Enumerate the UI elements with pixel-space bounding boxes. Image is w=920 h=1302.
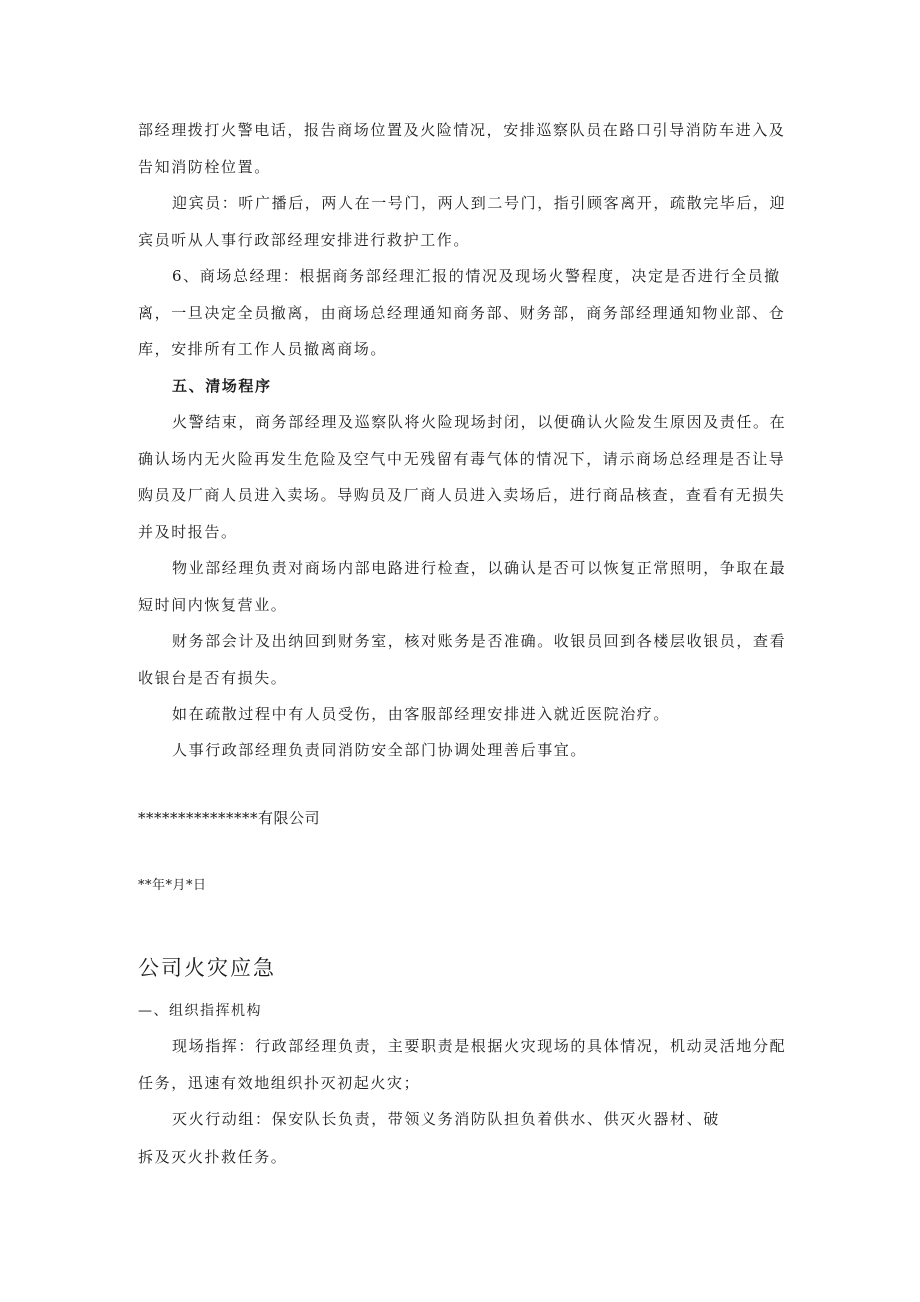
paragraph-property-dept: 物业部经理负责对商场内部电路进行检查，以确认是否可以恢复正常照明，争取在最短时间内恢复营业。 (138, 559, 787, 614)
paragraph-aftermath: 人事行政部经理负责同消防安全部门协调处理善后事宜。 (172, 741, 588, 759)
paragraph-general-manager: 6、商场总经理：根据商务部经理汇报的情况及现场火警程度，决定是否进行全员撤离，一旦决定全员撤离，由商场总经理通知商务部、财务部，商务部经理通知物业部、仓库，安排所有工作人员撤离商场。 (138, 267, 786, 358)
paragraph-injury: 如在疏散过程中有人员受伤，由客服部经理安排进入就近医院治疗。 (172, 705, 671, 723)
paragraph-firefighting-team-cont: 拆及灭火扑救任务。 (138, 1148, 288, 1166)
document-title: 公司火灾应急 (138, 956, 276, 980)
paragraph-greeter: 迎宾员：听广播后，两人在一号门，两人到二号门，指引顾客离开，疏散完毕后，迎宾员听从人事行政部经理安排进行救护工作。 (138, 194, 787, 249)
signature-date: **年*月*日 (138, 878, 207, 893)
paragraph-fire-end: 火警结束，商务部经理及巡察队将火险现场封闭，以便确认火险发生原因及责任。在确认场内无火险再发生危险及空气中无残留有毒气体的情况下，请示商场总经理是否让导购员及厂商人员进入卖场。导购员及厂商人员进入卖场后，进行商品核查，查看有无损失并及时报告。 (138, 413, 787, 541)
paragraph-onsite-command: 现场指挥：行政部经理负责，主要职责是根据火灾现场的具体情况，机动灵活地分配任务，迅速有效地组织扑灭初起火灾； (138, 1037, 787, 1092)
company-signature: ***************有限公司 (138, 809, 321, 827)
paragraph-fire-call: 部经理拨打火警电话，报告商场位置及火险情况，安排巡察队员在路口引导消防车进入及告知消防栓位置。 (138, 121, 786, 176)
section-heading-clearance: 五、清场程序 (172, 377, 272, 395)
section-heading-command: —、组织指挥机构 (138, 1003, 262, 1019)
paragraph-finance-dept: 财务部会计及出纳回到财务室，核对账务是否准确。收银员回到各楼层收银员，查看收银台是否有损失。 (138, 632, 787, 687)
paragraph-firefighting-team: 灭火行动组：保安队长负责，带领义务消防队担负着供水、供灭火器材、破 (172, 1110, 720, 1128)
